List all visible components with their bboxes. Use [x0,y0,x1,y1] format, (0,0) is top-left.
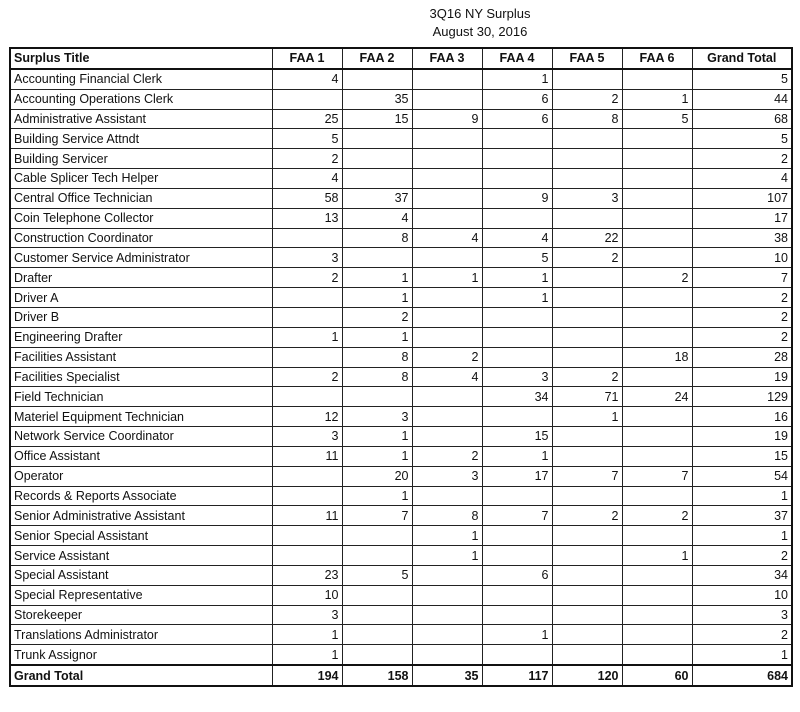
table-row [10,486,792,506]
table-cell [272,546,342,566]
table-row [10,149,792,169]
table-cell [272,466,342,486]
column-header: FAA 1 [272,48,342,69]
table-cell [482,169,552,189]
table-cell [482,605,552,625]
table-cell: 9 [412,109,482,129]
table-cell [412,427,482,447]
table-cell: 3 [692,605,792,625]
table-cell: 34 [482,387,552,407]
table-cell: 4 [412,228,482,248]
row-label: Customer Service Administrator [10,248,272,268]
table-cell: 1 [482,446,552,466]
table-cell [412,89,482,109]
table-cell [622,248,692,268]
table-cell: 5 [272,129,342,149]
table-cell: 58 [272,188,342,208]
table-cell [412,327,482,347]
table-row [10,526,792,546]
table-cell: 25 [272,109,342,129]
table-cell: 2 [692,546,792,566]
total-cell: 684 [692,665,792,686]
table-cell: 1 [412,268,482,288]
table-cell [552,645,622,665]
row-label: Accounting Financial Clerk [10,69,272,89]
table-cell: 2 [692,327,792,347]
row-label: Driver A [10,288,272,308]
row-label: Special Assistant [10,565,272,585]
table-cell: 20 [342,466,412,486]
table-cell [552,526,622,546]
table-cell: 2 [272,149,342,169]
table-cell [412,605,482,625]
table-cell [482,129,552,149]
table-cell [622,585,692,605]
table-cell: 1 [412,546,482,566]
table-cell [552,129,622,149]
table-cell: 19 [692,427,792,447]
table-cell [622,208,692,228]
table-cell [552,149,622,169]
table-cell [622,228,692,248]
column-header: FAA 4 [482,48,552,69]
table-row [10,585,792,605]
table-cell: 4 [692,169,792,189]
table-cell: 1 [482,288,552,308]
table-cell [342,248,412,268]
surplus-table [9,47,793,687]
row-label: Trunk Assignor [10,645,272,665]
table-cell: 5 [692,69,792,89]
row-label: Coin Telephone Collector [10,208,272,228]
table-row [10,208,792,228]
table-row [10,427,792,447]
table-cell [552,327,622,347]
grand-total-row [10,665,792,686]
table-cell: 3 [272,605,342,625]
row-label: Senior Special Assistant [10,526,272,546]
document-title: 3Q16 NY Surplus [429,6,531,21]
table-cell [552,565,622,585]
table-row [10,307,792,327]
table-row [10,129,792,149]
column-header: FAA 6 [622,48,692,69]
table-cell: 11 [272,446,342,466]
table-row [10,506,792,526]
table-row [10,546,792,566]
table-header [10,48,792,69]
table-cell [622,605,692,625]
table-cell [622,307,692,327]
table-cell [272,526,342,546]
table-cell [482,149,552,169]
table-cell [272,347,342,367]
table-cell [272,307,342,327]
table-cell [622,565,692,585]
table-cell [412,149,482,169]
table-cell [482,546,552,566]
table-cell: 2 [342,307,412,327]
table-cell: 1 [482,625,552,645]
table-cell: 54 [692,466,792,486]
table-cell [342,169,412,189]
total-cell: 117 [482,665,552,686]
row-label: Administrative Assistant [10,109,272,129]
table-cell [412,129,482,149]
row-label: Operator [10,466,272,486]
table-cell: 11 [272,506,342,526]
table-cell [342,605,412,625]
table-cell: 7 [552,466,622,486]
table-cell: 2 [552,367,622,387]
row-label: Construction Coordinator [10,228,272,248]
table-cell [552,307,622,327]
table-cell: 5 [692,129,792,149]
row-label: Senior Administrative Assistant [10,506,272,526]
table-cell: 5 [482,248,552,268]
table-cell: 37 [692,506,792,526]
table-cell [412,565,482,585]
column-header: FAA 3 [412,48,482,69]
table-cell [412,188,482,208]
table-cell [412,387,482,407]
table-cell [622,149,692,169]
table-cell [482,585,552,605]
row-label: Building Service Attndt [10,129,272,149]
table-row [10,169,792,189]
table-cell [622,169,692,189]
table-row [10,645,792,665]
table-cell: 1 [342,486,412,506]
table-cell [622,526,692,546]
table-cell: 4 [482,228,552,248]
table-cell [412,169,482,189]
total-cell: 158 [342,665,412,686]
table-cell [412,625,482,645]
row-label: Facilities Specialist [10,367,272,387]
table-cell: 1 [342,446,412,466]
table-cell: 16 [692,407,792,427]
table-cell: 3 [552,188,622,208]
table-cell [552,546,622,566]
table-cell [412,585,482,605]
table-cell: 6 [482,565,552,585]
column-header: FAA 2 [342,48,412,69]
table-cell: 1 [692,526,792,546]
table-cell: 10 [692,248,792,268]
table-cell: 6 [482,89,552,109]
table-cell: 23 [272,565,342,585]
column-header-title: Surplus Title [10,48,272,69]
table-cell: 5 [622,109,692,129]
table-cell: 2 [692,307,792,327]
table-cell [412,248,482,268]
table-cell [342,625,412,645]
table-cell [342,585,412,605]
table-cell [342,387,412,407]
total-cell: 60 [622,665,692,686]
table-cell [552,169,622,189]
row-label: Translations Administrator [10,625,272,645]
table-cell: 18 [622,347,692,367]
table-cell [412,208,482,228]
row-label: Central Office Technician [10,188,272,208]
table-cell: 22 [552,228,622,248]
table-cell: 1 [342,427,412,447]
total-cell: 120 [552,665,622,686]
table-cell [342,546,412,566]
table-cell: 3 [272,427,342,447]
table-cell [482,347,552,367]
table-cell: 2 [412,347,482,367]
row-label: Engineering Drafter [10,327,272,347]
table-row [10,288,792,308]
row-label: Field Technician [10,387,272,407]
table-cell [552,585,622,605]
table-cell [552,208,622,228]
table-row [10,466,792,486]
document-date: August 30, 2016 [432,24,528,39]
table-cell: 8 [342,228,412,248]
row-label: Driver B [10,307,272,327]
table-cell [552,347,622,367]
table-cell: 4 [272,169,342,189]
table-cell: 2 [622,506,692,526]
column-header: Grand Total [692,48,792,69]
row-label: Network Service Coordinator [10,427,272,447]
total-cell: 194 [272,665,342,686]
table-cell [622,427,692,447]
table-cell [622,188,692,208]
table-cell [342,129,412,149]
row-label: Cable Splicer Tech Helper [10,169,272,189]
row-label: Office Assistant [10,446,272,466]
table-cell [272,387,342,407]
table-cell: 38 [692,228,792,248]
table-cell [482,486,552,506]
table-cell: 1 [692,645,792,665]
table-cell: 7 [482,506,552,526]
table-cell [342,69,412,89]
table-cell: 35 [342,89,412,109]
table-cell: 1 [552,407,622,427]
table-cell: 5 [342,565,412,585]
table-cell [552,69,622,89]
table-cell: 1 [482,69,552,89]
table-cell: 1 [692,486,792,506]
table-cell: 7 [342,506,412,526]
table-cell [272,486,342,506]
table-cell [622,446,692,466]
table-row [10,188,792,208]
table-cell: 2 [272,367,342,387]
row-label: Service Assistant [10,546,272,566]
table-cell [272,228,342,248]
table-cell [342,149,412,169]
table-row [10,605,792,625]
table-row [10,248,792,268]
table-cell [622,645,692,665]
table-cell: 12 [272,407,342,427]
table-cell: 1 [482,268,552,288]
table-cell: 17 [692,208,792,228]
table-cell: 1 [272,625,342,645]
table-cell [622,69,692,89]
table-cell: 3 [272,248,342,268]
table-cell [482,307,552,327]
table-row [10,446,792,466]
table-row [10,69,792,89]
row-label: Building Servicer [10,149,272,169]
table-cell: 107 [692,188,792,208]
table-cell [482,407,552,427]
table-cell [412,307,482,327]
table-cell [342,526,412,546]
table-row [10,565,792,585]
table-cell: 1 [342,268,412,288]
table-cell [622,625,692,645]
table-cell [552,427,622,447]
table-cell: 15 [342,109,412,129]
table-cell [272,288,342,308]
table-row [10,228,792,248]
total-label: Grand Total [10,665,272,686]
table-cell: 1 [622,546,692,566]
table-cell: 6 [482,109,552,129]
total-cell: 35 [412,665,482,686]
table-cell [552,268,622,288]
table-cell [622,327,692,347]
table-cell: 10 [272,585,342,605]
table-cell: 1 [342,327,412,347]
table-cell: 10 [692,585,792,605]
table-row [10,367,792,387]
table-cell [412,69,482,89]
table-row [10,89,792,109]
table-cell: 13 [272,208,342,228]
table-cell: 44 [692,89,792,109]
table-cell: 3 [342,407,412,427]
row-label: Records & Reports Associate [10,486,272,506]
table-cell [552,446,622,466]
table-cell [552,625,622,645]
table-row [10,327,792,347]
table-cell [412,407,482,427]
table-cell: 19 [692,367,792,387]
table-row [10,407,792,427]
table-cell: 2 [692,288,792,308]
column-header: FAA 5 [552,48,622,69]
table-cell [622,407,692,427]
table-cell: 2 [272,268,342,288]
table-cell: 37 [342,188,412,208]
table-cell: 3 [412,466,482,486]
row-label: Special Representative [10,585,272,605]
table-cell: 2 [692,149,792,169]
table-cell [412,486,482,506]
table-cell: 28 [692,347,792,367]
table-cell: 2 [622,268,692,288]
row-label: Facilities Assistant [10,347,272,367]
table-cell: 3 [482,367,552,387]
table-cell: 7 [622,466,692,486]
table-cell: 4 [272,69,342,89]
table-cell: 1 [272,327,342,347]
table-cell: 17 [482,466,552,486]
table-cell: 8 [552,109,622,129]
table-cell: 68 [692,109,792,129]
table-cell: 34 [692,565,792,585]
table-row [10,387,792,407]
table-row [10,625,792,645]
table-cell: 8 [342,367,412,387]
table-cell: 2 [552,248,622,268]
table-cell [482,526,552,546]
row-label: Materiel Equipment Technician [10,407,272,427]
table-cell: 2 [552,506,622,526]
table-cell [552,288,622,308]
table-cell [482,645,552,665]
table-cell: 4 [342,208,412,228]
table-cell: 1 [342,288,412,308]
table-cell [622,129,692,149]
table-cell [552,605,622,625]
table-row [10,347,792,367]
table-cell: 2 [552,89,622,109]
table-cell [412,288,482,308]
table-cell [342,645,412,665]
table-cell: 9 [482,188,552,208]
table-cell: 7 [692,268,792,288]
table-cell [272,89,342,109]
table-cell [622,367,692,387]
table-cell [622,486,692,506]
row-label: Drafter [10,268,272,288]
header-row [10,48,792,69]
table-cell: 15 [482,427,552,447]
table-cell: 24 [622,387,692,407]
table-cell: 2 [412,446,482,466]
table-body [10,69,792,686]
table-row [10,109,792,129]
table-cell: 8 [342,347,412,367]
table-cell [622,288,692,308]
row-label: Storekeeper [10,605,272,625]
table-cell: 71 [552,387,622,407]
table-cell [552,486,622,506]
table-cell [482,327,552,347]
table-cell: 129 [692,387,792,407]
table-row [10,268,792,288]
table-cell [482,208,552,228]
table-cell: 4 [412,367,482,387]
row-label: Accounting Operations Clerk [10,89,272,109]
table-cell: 1 [272,645,342,665]
table-cell: 1 [412,526,482,546]
table-cell: 8 [412,506,482,526]
table-cell: 1 [622,89,692,109]
table-cell: 2 [692,625,792,645]
table-cell [412,645,482,665]
table-cell: 15 [692,446,792,466]
